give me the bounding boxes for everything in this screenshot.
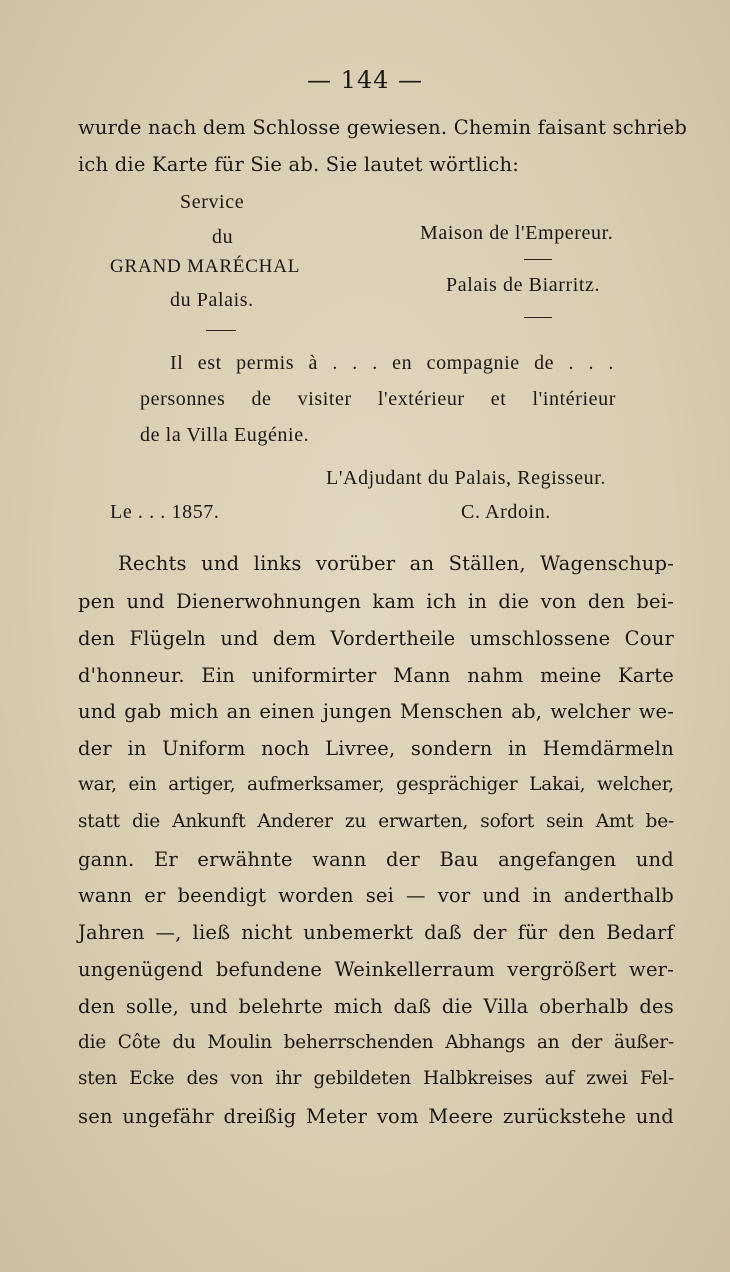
ticket-divider-left — [206, 330, 236, 331]
ticket-maison: Maison de l'Empereur. — [420, 222, 614, 244]
paragraph-line: wann er beendigt worden sei — vor und in anderthalb — [78, 884, 674, 907]
paragraph-line: gann. Er erwähnte wann der Bau angefangen und — [78, 848, 674, 871]
paragraph-line: die Côte du Moulin beherrschenden Abhangs an der äußer- — [78, 1032, 674, 1053]
ticket-body-line: de la Villa Eugénie. — [140, 424, 310, 446]
ticket-palais-biarritz: Palais de Biarritz. — [446, 274, 601, 296]
ticket-body-line: Il est permis à . . . en compagnie de . . . — [170, 352, 614, 374]
ticket-body-line: personnes de visiter l'extérieur et l'intérieur — [140, 388, 616, 410]
paragraph-line: und gab mich an einen jungen Menschen ab, welcher we- — [78, 700, 674, 723]
paragraph-line: pen und Dienerwohnungen kam ich in die von den bei- — [78, 590, 674, 613]
ticket-du: du — [212, 226, 234, 248]
paragraph-line: Rechts und links vorüber an Ställen, Wagenschup- — [118, 552, 674, 575]
ticket-grand-marechal: GRAND MARÉCHAL — [110, 256, 301, 277]
paragraph-line: Jahren —, ließ nicht unbemerkt daß der für den Bedarf — [78, 921, 674, 944]
paragraph-line: war, ein artiger, aufmerksamer, gesprächiger Lakai, welcher, — [78, 774, 674, 795]
ticket-signature-name: C. Ardoin. — [461, 501, 551, 523]
ticket-du-palais: du Palais. — [170, 289, 254, 311]
paragraph-line: statt die Ankunft Anderer zu erwarten, sofort sein Amt be- — [78, 811, 674, 832]
intro-line: wurde nach dem Schlosse gewiesen. Chemin faisant schrieb — [78, 116, 688, 139]
paragraph-line: den Flügeln und dem Vordertheile umschlossene Cour — [78, 627, 674, 650]
paragraph-line: d'honneur. Ein uniformirter Mann nahm meine Karte — [78, 664, 674, 687]
page-number: — 144 — — [306, 66, 424, 94]
paragraph-line: sten Ecke des von ihr gebildeten Halbkreises auf zwei Fel- — [78, 1068, 674, 1089]
paragraph-line: den solle, und belehrte mich daß die Villa oberhalb des — [78, 995, 674, 1018]
ticket-date: Le . . . 1857. — [110, 501, 220, 523]
paragraph-line: ungenügend befundene Weinkellerraum vergrößert wer- — [78, 958, 674, 981]
paragraph-line: der in Uniform noch Livree, sondern in Hemdärmeln — [78, 737, 674, 760]
ticket-divider-right-1 — [524, 259, 552, 260]
ticket-signature-title: L'Adjudant du Palais, Regisseur. — [326, 467, 607, 489]
ticket-divider-right-2 — [524, 317, 552, 318]
intro-line: ich die Karte für Sie ab. Sie lautet wörtlich: — [78, 153, 520, 176]
ticket-service: Service — [180, 191, 245, 213]
paragraph-line: sen ungefähr dreißig Meter vom Meere zurückstehe und — [78, 1105, 674, 1128]
